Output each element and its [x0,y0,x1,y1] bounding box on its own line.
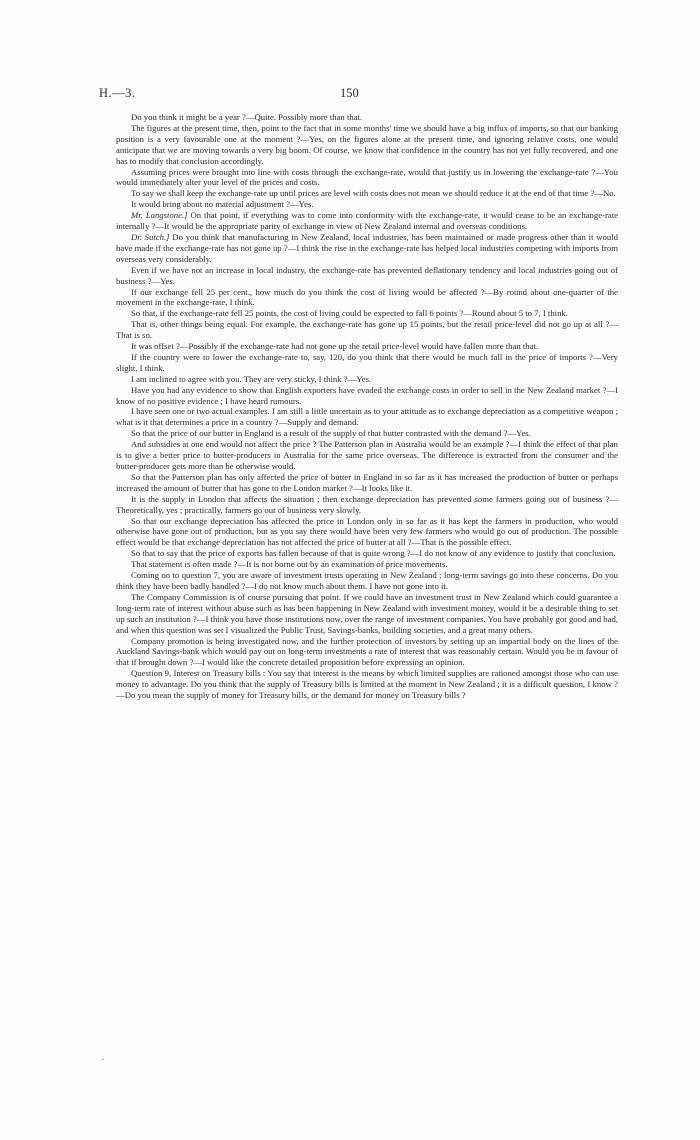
paragraph: So that the Patterson plan has only affected the price of butter in England in so far as it has increased the production of butter or perhaps increased the amount of butter that has gone to the London market ?—It looks like it. [116,471,618,493]
paragraph: So that, if the exchange-rate fell 25 points, the cost of living could be expected to fall 6 points ?—Round about 5 to 7, I think. [131,308,568,319]
paragraph: Even if we have not an increase in local industry, the exchange-rate has prevented deflationary tendency and local industries going out of business ?—Yes. [116,264,618,286]
paragraph: Company promotion is being investigated now, and the further protection of investors by setting up an impartial body on the lines of the Auckland Savings-bank which would pay out on long-term investments a rate of interest that was reasonably certain. Would you be in favour of that if brought down ?—I would like the concrete detailed proposition before expressing an opinion. [116,635,618,668]
paragraph: Do you think it might be a year ?—Quite. Possibly more than that. [131,112,363,122]
paragraph: Assuming prices were brought into line with costs through the exchange-rate, would that justify us in lowering the exchange-rate ?—You would immediately alter your level of the prices and costs. [116,166,618,188]
paragraph: It is the supply in London that affects the situation ; then exchange depreciation has prevented some farmers going out of business ?—Theoretically, yes ; practically, farmers go out of business very slowly. [116,493,618,515]
page-header [0,86,700,102]
footer-mark: . [102,1052,105,1062]
paragraph: So that our exchange depreciation has affected the price in London only in so far as it has kept the farmers in production, who would otherwise have gone out of production, but as you say there would have been very few farmers who would go out of production. The possible effect would be that exchange depreciation has not affected the price of butter at all ?—That is the possible effect. [116,515,618,548]
paragraph: That is, other things being equal. For example, the exchange-rate has gone up 15 points, but the retail price-level did not go up at all ?—That is so. [116,319,618,341]
paragraph: It would bring about no material adjustment ?—Yes. [131,199,314,210]
paragraph: To say we shall keep the exchange-rate up until prices are level with costs does not mean we should reduce it at the end of that time ?—No. [131,188,616,199]
page-number: 150 [340,86,359,100]
paragraph: It was offset ?—Possibly if the exchange-rate had not gone up the retail price-level would have fallen more than that. [131,341,539,352]
paragraph: I have seen one or two actual examples. I am still a little uncertain as to your attitude as to exchange depreciation as a competitive weapon ; what is it that determines a price in a country ?—Supply and demand. [116,406,618,428]
paragraph: I am inclined to agree with you. They are very sticky, I think ?—Yes. [131,373,372,384]
transcript-body [116,112,618,701]
paragraph: Coming on to question 7, you are aware of investment trusts operating in New Zealand ; long-term savings go into these concerns. Do you think they have been badly handled ?—I do not know much about them. I have not gone into it. [116,570,618,591]
paragraph: Mr. Langstone.] On that point, if everything was to come into conformity with the exchange-rate, it would cease to be an exchange-rate internally ?—It would be the appropriate parity of exchange in view of New Zealand internal and overseas conditions. [116,210,618,232]
series-reference: H.—3. [99,86,136,100]
paragraph: So that the price of our butter in England is a result of the supply of that butter contrasted with the demand ?—Yes. [131,428,531,439]
paragraph: If our exchange fell 25 per cent., how much do you think the cost of living would be affected ?—By round about one-quarter of the movement in the exchange-rate, I think. [116,286,618,308]
paragraph: So that to say that the price of exports has fallen because of that is quite wrong ?—I do not know of any evidence to justify that conclusion. [131,548,616,559]
paragraph: Dr. Sutch.] Do you think that manufacturing in New Zealand, local industries, has been maintained or made progress other than it would have made if the exchange-rate has not gone up ?—I think the rise in the exchange-rate has helped local industries competing with imports from overseas very considerably. [116,231,618,264]
paragraph: If the country were to lower the exchange-rate to, say, 120, do you think that there would be much fall in the price of imports ?—Very slight, I think. [116,351,618,373]
paragraph: The Company Commission is of course pursuing that point. If we could have an investment trust in New Zealand which could guarantee a long-term rate of interest without abuse such as has been happening in New Zealand with investment money, would it be a desirable thing to set up such an institution ?—I think you have those institutions now, over the range of investment companies. You have probably got good and bad, and when this question was set I visualized the Public Trust, Savings-banks, building societies, and a great many others. [116,591,618,635]
paragraph: Question 9, Interest on Treasury bills : You say that interest is the means by which limited supplies are rationed amongst those who can use money to advantage. Do you think that the supply of Treasury bills is limited at the moment in New Zealand ; it is a difficult question, I know ?—Do you mean the supply of money for Treasury bills, or the demand for money on Treasury bills ? [116,668,618,701]
paragraph: That statement is often made ?—It is not borne out by an examination of price movements. [131,559,448,570]
paragraph: Have you had any evidence to show that English exporters have evaded the exchange costs in order to sell in the New Zealand market ?—I know of no positive evidence ; I have heard rumours. [116,384,618,406]
paragraph: And subsidies at one end would not affect the price ? The Patterson plan in Australia would be an example ?—I think the effect of that plan is to give a better price to butter-producers in Australia for the same price overseas. The difference is extracted from the consumer and the butter-producer gets more than he otherwise would. [116,439,618,471]
paragraph: The figures at the present time, then, point to the fact that in some months' time we should have a big influx of imports, so that our banking position is a very favourable one at the moment ?—Yes, on the figures alone at the present time, and ignoring relative costs, one would anticipate that we are moving towards a very big boom. Of course, we know that confidence in the country has not yet fully recovered, and one has to modify that conclusion accordingly. [116,122,618,166]
